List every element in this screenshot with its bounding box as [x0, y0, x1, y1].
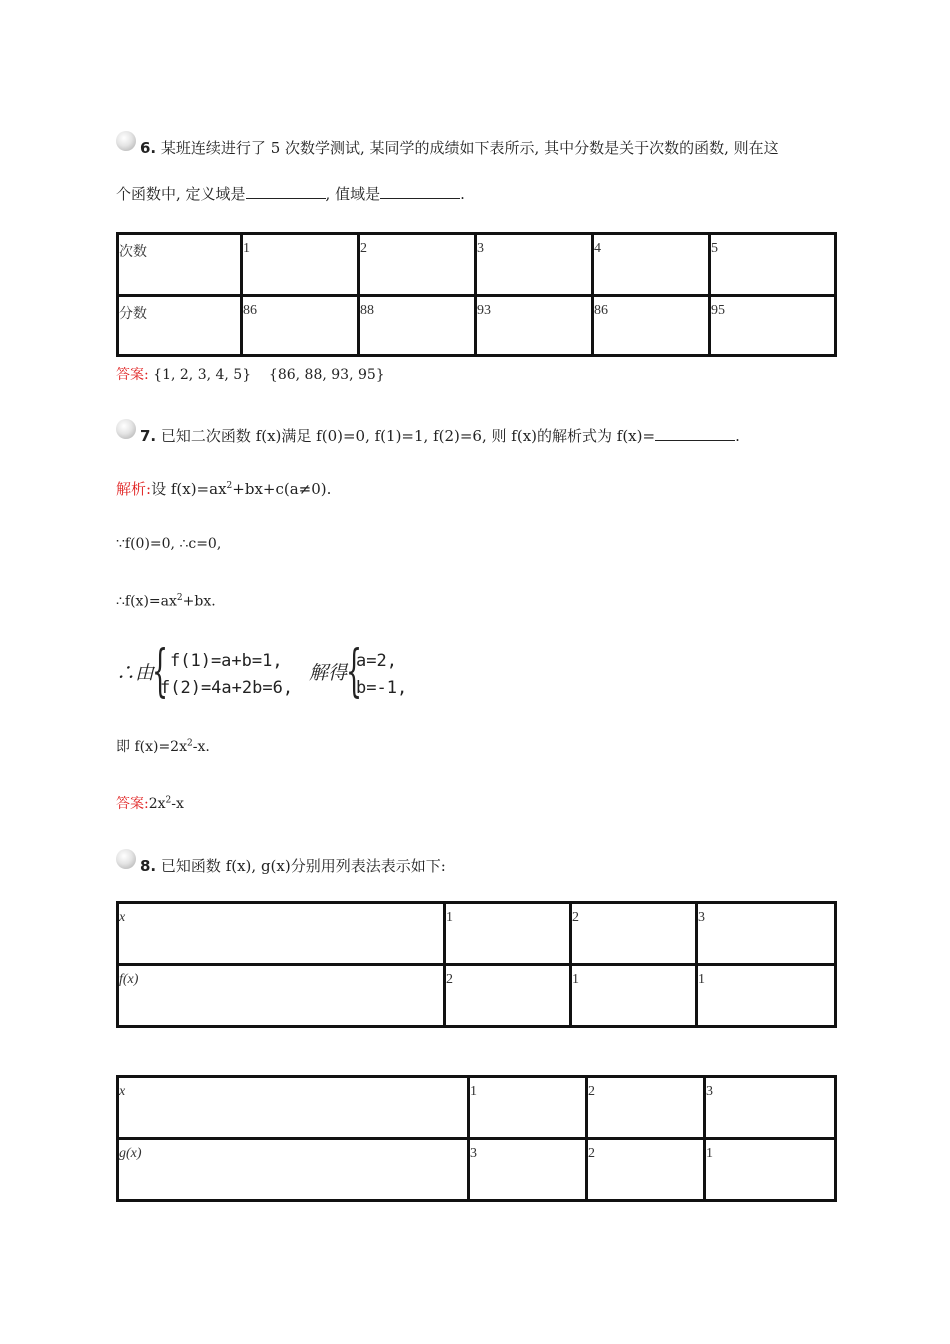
q7-analysis [116, 478, 331, 499]
q7-sup: 2 [186, 738, 193, 749]
q7-solve-word: 解得 [309, 662, 348, 684]
q6-answer-label: 答案 [116, 367, 144, 383]
q7-analysis-set: 设 f(x)=ax [151, 480, 227, 498]
table-row [118, 1077, 836, 1139]
table-cell: 1 [445, 903, 571, 965]
q6-score-table [116, 232, 837, 357]
table-row [118, 903, 836, 965]
q6-stem-line2 [116, 183, 465, 204]
table-cell: 1 [242, 234, 359, 296]
q7-sol2: b=-1, [356, 678, 408, 698]
table-cell: 3 [469, 1139, 587, 1201]
table-cell: 分数 [118, 296, 242, 356]
q8-stem [140, 855, 446, 876]
q7-answer-label: 答案 [116, 796, 144, 812]
q6-domain-blank[interactable] [246, 186, 326, 199]
q6-stem-line1 [140, 137, 779, 158]
q7-number: 7. [140, 427, 157, 445]
q8-stem-text: 已知函数 f(x), g(x)分别用列表法表示如下: [160, 857, 446, 875]
q8-bullet-icon [116, 849, 136, 869]
table-cell: 1 [469, 1077, 587, 1139]
q6-period: . [460, 185, 465, 203]
q8-f-table [116, 901, 837, 1028]
q6-bullet-icon [116, 131, 136, 151]
q8-g-table [116, 1075, 837, 1202]
table-cell: g(x) [118, 1139, 469, 1201]
table-cell: 1 [697, 965, 836, 1027]
table-cell: 88 [359, 296, 476, 356]
q7-sup: 2 [176, 593, 183, 603]
table-cell: f(x) [118, 965, 445, 1027]
q7-left-brace-icon: { [152, 639, 169, 704]
table-cell: 95 [710, 296, 836, 356]
q6-range-label: , 值域是 [325, 185, 381, 203]
q6-answer [116, 364, 385, 384]
table-cell: 2 [359, 234, 476, 296]
q7-conclusion-a: 即 f(x)=2x [116, 739, 187, 755]
q7-step2 [116, 593, 216, 610]
table-cell: 次数 [118, 234, 242, 296]
table-cell: 5 [710, 234, 836, 296]
q7-therefore-by: ∴由 [116, 662, 155, 684]
table-cell: x [118, 903, 445, 965]
table-cell: 93 [476, 296, 593, 356]
q7-answer-blank[interactable] [655, 428, 735, 441]
q7-step1: ∵f(0)=0, ∴c=0, [116, 536, 222, 552]
table-row [118, 234, 836, 296]
q7-solution [356, 648, 407, 702]
table-cell: 1 [705, 1139, 836, 1201]
q6-text-line1: 某班连续进行了 5 次数学测试, 某同学的成绩如下表所示, 其中分数是关于次数的函数, 则在这 [160, 139, 779, 157]
q7-eq2: f(2)=4a+2b=6, [160, 678, 294, 698]
q6-answer-value: {1, 2, 3, 4, 5} {86, 88, 93, 95} [153, 367, 385, 383]
q7-eq1: f(1)=a+b=1, [170, 651, 283, 671]
table-cell: 4 [593, 234, 710, 296]
q7-period: . [735, 427, 740, 445]
q7-conclusion [116, 736, 210, 756]
q7-sup: 2 [165, 795, 172, 806]
table-cell: 2 [445, 965, 571, 1027]
q7-answer-sep: : [144, 796, 149, 812]
table-row [118, 965, 836, 1027]
table-cell: 2 [587, 1077, 705, 1139]
table-cell: x [118, 1077, 469, 1139]
q6-range-blank[interactable] [380, 186, 460, 199]
q7-bullet-icon [116, 419, 136, 439]
table-cell: 3 [697, 903, 836, 965]
q7-analysis-set-rest: +bx+c(a≠0). [232, 480, 332, 498]
table-cell: 86 [242, 296, 359, 356]
q7-step2-b: +bx. [182, 593, 216, 610]
q7-analysis-sep: : [146, 480, 152, 498]
table-cell: 3 [476, 234, 593, 296]
q7-answer-value-b: -x [171, 796, 184, 812]
q7-step2-a: ∴f(x)=ax [116, 593, 177, 610]
q6-domain-label: 个函数中, 定义域是 [116, 185, 246, 203]
q7-conclusion-b: -x. [192, 739, 210, 755]
q6-number: 6. [140, 139, 157, 157]
q7-stem [140, 425, 740, 446]
q7-analysis-label: 解析 [116, 480, 147, 498]
table-row [118, 1139, 836, 1201]
q6-answer-sep: : [144, 367, 149, 383]
q7-answer-value-a: 2x [148, 796, 166, 812]
table-cell: 86 [593, 296, 710, 356]
q7-system-equations [160, 648, 293, 702]
q7-answer [116, 793, 184, 813]
table-cell: 2 [587, 1139, 705, 1201]
q7-sup: 2 [226, 481, 233, 491]
table-cell: 1 [571, 965, 697, 1027]
q8-number: 8. [140, 857, 157, 875]
table-cell: 2 [571, 903, 697, 965]
q7-stem-text: 已知二次函数 f(x)满足 f(0)=0, f(1)=1, f(2)=6, 则 f(x)的解析式为 f(x)= [160, 427, 656, 445]
table-cell: 3 [705, 1077, 836, 1139]
q7-solution-brace-icon: { [346, 639, 363, 704]
table-row [118, 296, 836, 356]
q7-sol1: a=2, [356, 651, 397, 671]
